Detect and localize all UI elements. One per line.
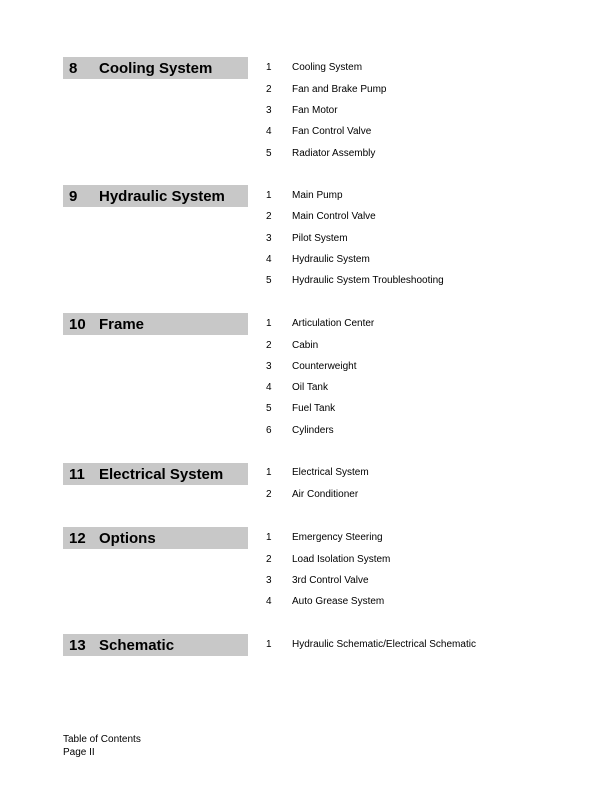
- item-number: 4: [266, 254, 272, 265]
- toc-item[interactable]: [266, 361, 566, 375]
- section-number: 9: [69, 187, 78, 205]
- toc-item[interactable]: [266, 84, 566, 98]
- item-number: 2: [266, 489, 272, 500]
- item-number: 5: [266, 275, 272, 286]
- toc-item[interactable]: [266, 318, 566, 332]
- item-number: 2: [266, 211, 272, 222]
- item-number: 5: [266, 403, 272, 414]
- item-label: Articulation Center: [292, 318, 375, 329]
- item-number: 3: [266, 105, 272, 116]
- section-header[interactable]: [63, 527, 248, 549]
- item-label: Load Isolation System: [292, 554, 391, 565]
- item-label: Electrical System: [292, 467, 369, 478]
- section-title: Options: [99, 529, 156, 547]
- toc-item[interactable]: [266, 275, 566, 289]
- item-label: Counterweight: [292, 361, 357, 372]
- section-title: Schematic: [99, 636, 175, 654]
- footer-doc-title: Table of Contents: [63, 734, 141, 745]
- item-number: 5: [266, 148, 272, 159]
- item-label: Fan Control Valve: [292, 126, 372, 137]
- toc-item[interactable]: [266, 148, 566, 162]
- section-header[interactable]: [63, 185, 248, 207]
- item-label: Auto Grease System: [292, 596, 385, 607]
- page-footer: [63, 733, 141, 759]
- item-number: 1: [266, 62, 272, 73]
- toc-item[interactable]: [266, 425, 566, 439]
- item-label: Cooling System: [292, 62, 363, 73]
- toc-item[interactable]: [266, 489, 566, 503]
- footer-page-number: Page II: [63, 747, 95, 758]
- section-title: Cooling System: [99, 59, 213, 77]
- item-number: 3: [266, 575, 272, 586]
- section-header[interactable]: [63, 57, 248, 79]
- item-number: 4: [266, 126, 272, 137]
- toc-item[interactable]: [266, 554, 566, 568]
- section-number: 12: [69, 529, 86, 547]
- item-label: 3rd Control Valve: [292, 575, 369, 586]
- toc-item[interactable]: [266, 211, 566, 225]
- item-number: 1: [266, 532, 272, 543]
- item-number: 3: [266, 233, 272, 244]
- item-number: 2: [266, 554, 272, 565]
- section-header[interactable]: [63, 463, 248, 485]
- toc-item[interactable]: [266, 382, 566, 396]
- item-label: Cylinders: [292, 425, 334, 436]
- item-number: 2: [266, 84, 272, 95]
- item-label: Radiator Assembly: [292, 148, 376, 159]
- item-number: 6: [266, 425, 272, 436]
- toc-item[interactable]: [266, 340, 566, 354]
- section-title: Hydraulic System: [99, 187, 225, 205]
- item-label: Air Conditioner: [292, 489, 359, 500]
- toc-item[interactable]: [266, 596, 566, 610]
- section-number: 8: [69, 59, 78, 77]
- item-number: 2: [266, 340, 272, 351]
- toc-item[interactable]: [266, 190, 566, 204]
- item-number: 1: [266, 190, 272, 201]
- item-label: Oil Tank: [292, 382, 328, 393]
- toc-item[interactable]: [266, 105, 566, 119]
- item-number: 1: [266, 467, 272, 478]
- item-label: Hydraulic Schematic/Electrical Schematic: [292, 639, 476, 650]
- toc-item[interactable]: [266, 532, 566, 546]
- toc-item[interactable]: [266, 254, 566, 268]
- toc-item[interactable]: [266, 403, 566, 417]
- section-header[interactable]: [63, 634, 248, 656]
- item-label: Pilot System: [292, 233, 348, 244]
- section-title: Electrical System: [99, 465, 224, 483]
- item-label: Fuel Tank: [292, 403, 336, 414]
- section-number: 13: [69, 636, 86, 654]
- item-label: Hydraulic System Troubleshooting: [292, 275, 444, 286]
- toc-item[interactable]: [266, 233, 566, 247]
- item-label: Main Control Valve: [292, 211, 376, 222]
- item-number: 1: [266, 639, 272, 650]
- item-number: 1: [266, 318, 272, 329]
- toc-item[interactable]: [266, 639, 566, 653]
- item-number: 4: [266, 382, 272, 393]
- item-label: Cabin: [292, 340, 319, 351]
- item-label: Emergency Steering: [292, 532, 383, 543]
- toc-item[interactable]: [266, 62, 566, 76]
- item-number: 4: [266, 596, 272, 607]
- item-label: Hydraulic System: [292, 254, 370, 265]
- toc-item[interactable]: [266, 575, 566, 589]
- item-label: Fan Motor: [292, 105, 338, 116]
- section-number: 11: [69, 465, 85, 483]
- toc-item[interactable]: [266, 126, 566, 140]
- section-title: Frame: [99, 315, 145, 333]
- section-number: 10: [69, 315, 86, 333]
- toc-item[interactable]: [266, 467, 566, 481]
- item-number: 3: [266, 361, 272, 372]
- item-label: Main Pump: [292, 190, 343, 201]
- section-header[interactable]: [63, 313, 248, 335]
- item-label: Fan and Brake Pump: [292, 84, 387, 95]
